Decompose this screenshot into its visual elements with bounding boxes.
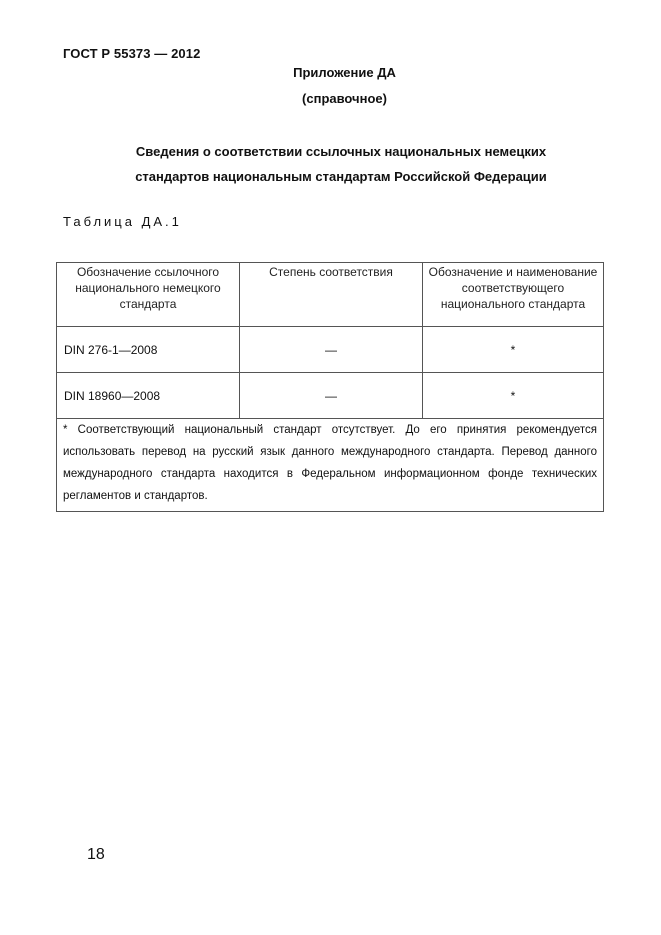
table-cell-reference: DIN 276-1—2008 [57,327,240,373]
page-number: 18 [87,846,105,863]
document-code: ГОСТ Р 55373 — 2012 [63,46,201,61]
table-cell-national: * [423,327,604,373]
table-row [57,373,604,419]
column-header-reference: Обозначение ссылочного национального немецкого стандарта [57,263,240,327]
section-heading-line-2: стандартов национальным стандартам Российской Федерации [135,169,547,184]
column-header-national: Обозначение и наименование соответствующего национального стандарта [423,263,604,327]
appendix-title: Приложение ДА [293,65,396,80]
table-header-row [57,263,604,327]
table-cell-degree: — [240,373,423,419]
section-heading [96,139,586,189]
column-header-degree: Степень соответствия [240,263,423,327]
table-cell-degree: — [240,327,423,373]
table-footnote: * Соответствующий национальный стандарт отсутствует. До его принятия рекомендуется использовать перевод на русский язык данного международного стандарта. Перевод данного международного стандарта находится в Федеральном информационном фонде технических регламентов и стандартов. [57,419,604,512]
appendix-type: (справочное) [302,91,387,106]
section-heading-line-1: Сведения о соответствии ссылочных национальных немецких [135,144,547,159]
table-footnote-row [57,419,604,512]
table-cell-national: * [423,373,604,419]
reference-table [56,262,604,512]
table-label: Таблица ДА.1 [63,214,182,229]
table-row [57,327,604,373]
table-cell-reference: DIN 18960—2008 [57,373,240,419]
